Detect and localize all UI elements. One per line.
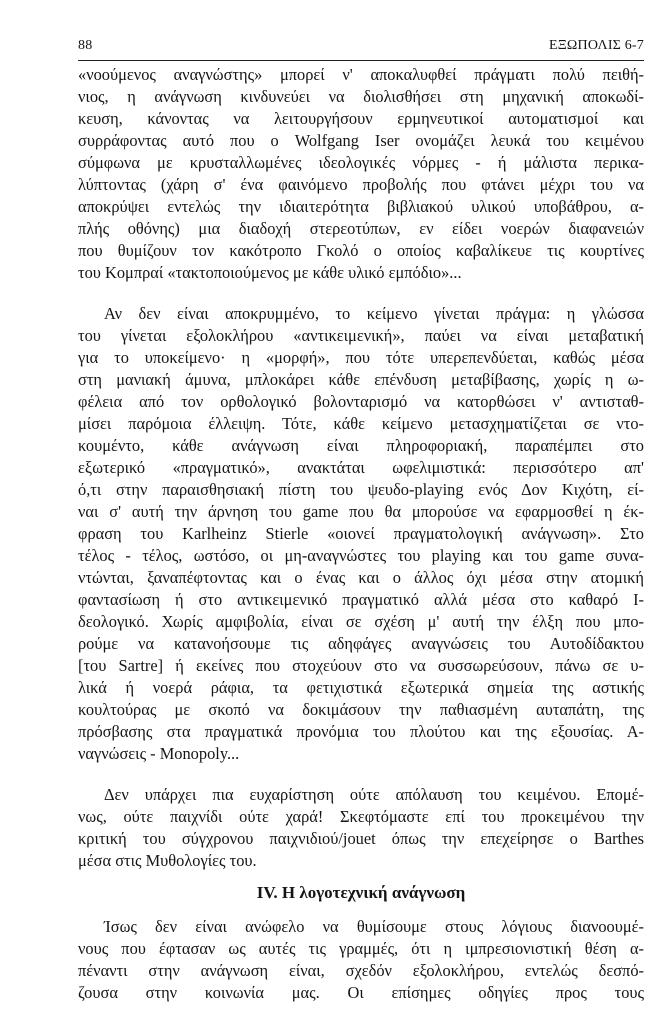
text-line: σύμφωνα με κρυσταλλωμένες ιδεολογικές νόρμες - ή μάλιστα περικα- — [78, 153, 644, 172]
text-line: ρούμε να κατανοήσουμε τις αδηφάγες αναγνώσεις του Αυτοδίδακτου — [78, 634, 644, 653]
text-line: «νοούμενος αναγνώστης» μπορεί ν' αποκαλυφθεί πράγματι πολύ πειθή- — [78, 65, 644, 84]
text-line: πρόσβασης στα πραγματικά προνόμια του πλούτου και της εξουσίας. Α- — [78, 722, 644, 741]
text-line: ναγνώσεις - Monopoly... — [78, 744, 240, 763]
text-line: λύπτοντας (χάρη σ' ένα φαινόμενο προβολής που φτάνει μέχρι του να — [78, 175, 644, 194]
text-line: πέναντι στην ανάγνωση είναι, σχεδόν εξολοκλήρου, εντελώς δεσπό- — [78, 961, 644, 980]
paragraph-4 — [78, 916, 644, 1004]
text-line: Ίσως δεν είναι ανώφελο να θυμίσουμε στους λόγιους διανοουμέ- — [104, 917, 644, 936]
section-heading: IV. Η λογοτεχνική ανάγνωση — [256, 883, 466, 902]
text-line: μίσει παρόμοια έλλειψη. Τότε, κάθε κείμενο μετασχηματίζεται σε ντο- — [78, 414, 644, 433]
text-line: Αν δεν είναι αποκρυμμένο, το κείμενο γίνεται πράγμα: η γλώσσα — [104, 304, 644, 323]
text-line: λικά ή νοερά ράφια, τα φετιχιστικά εξωτερικά σημεία της αστικής — [78, 678, 644, 697]
text-line: ζουσα στην κοινωνία μας. Οι επίσημες οδηγίες προς τους — [78, 983, 644, 1002]
text-line: [του Sartre] ή εκείνες που στοχεύουν στο να συσσωρεύσουν, πάνω σε υ- — [78, 656, 644, 675]
text-line: νιος, η ανάγνωση κινδυνεύει να διολισθήσει στη μηχανική αποκωδί- — [78, 87, 644, 106]
header-rule — [78, 60, 644, 61]
text-line: ναι σ' αυτή την άρνηση του game που θα μπορούσε να εφαρμοσθεί η έκ- — [78, 502, 644, 521]
journal-title: ΕΞΩΠΟΛΙΣ 6-7 — [548, 38, 644, 53]
text-line: φραση του Karlheinz Stierle «οιονεί πραγματολογική ανάγνωση». Στο — [78, 524, 644, 543]
running-header — [78, 38, 644, 54]
paragraph-gap — [78, 765, 644, 784]
text-line: τέλος - τέλος, ωστόσο, οι μη-αναγνώστες του playing και του game συνα- — [78, 546, 644, 565]
text-line: φαντασίωση ή στο αντικειμενικό πραγματικό αλλά μέσα στο καθαρό Ι- — [78, 590, 644, 609]
text-line: κευση, κάνοντας να λειτουργήσουν ερμηνευτικοί αυτοματισμοί και — [78, 109, 644, 128]
text-line: εξωτερικό «πραγματικό», ανακτάται ωφελιμιστικά: περισσότερο απ' — [78, 458, 644, 477]
text-line: κουμέντο, κάθε ανάγνωση είναι πληροφοριακή, παραπέμπει στο — [78, 436, 644, 455]
text-line: ό,τι στην παραισθησιακή πίστη του ψευδο-playing ενός Δον Κιχότη, εί- — [78, 480, 644, 499]
text-line: φέλεια από τον ορθολογικό βολονταρισμό να κατορθώσει ν' αντισταθ- — [78, 392, 644, 411]
text-line: νους που έφτασαν ως αυτές τις γραμμές, ότι η ιμπρεσιονιστική θέση α- — [78, 939, 644, 958]
text-line: Δεν υπάρχει πια ευχαρίστηση ούτε απόλαυση του κειμένου. Επομέ- — [104, 785, 644, 804]
text-line: ντώνται, ξαναπέφτοντας και ο ένας και ο άλλος όχι μέσα στην ατομική — [78, 568, 644, 587]
text-line: στη μανιακή άμυνα, μπλοκάρει κάθε επένδυση μεταβίβασης, χωρίς η ω- — [78, 370, 644, 389]
paragraph-2 — [78, 303, 644, 765]
text-line: του Κομπραί «τακτοποιούμενος με κάθε υλικό εμπόδιο»... — [78, 263, 462, 282]
paragraph-3 — [78, 784, 644, 872]
page-number: 88 — [78, 38, 93, 53]
text-line: για το υποκείμενο· η «μορφή», που τότε υπερεπενδύεται, καθώς μέσα — [78, 348, 644, 367]
text-line: νως, ούτε παιχνίδι ούτε χαρά! Σκεφτόμαστε επί του προκειμένου την — [78, 807, 644, 826]
text-line: αποκρύψει εντελώς την ιδιαιτερότητα βιβλιακού υλικού υποβάθρου, α- — [78, 197, 644, 216]
body-text — [78, 64, 644, 1004]
text-line: δεολογικό. Χωρίς αμφιβολία, είναι σε σχέση μ' αυτή την έλξη που μπο- — [78, 612, 644, 631]
paragraph-gap — [78, 284, 644, 303]
text-line: μέσα στις Μυθολογίες του. — [78, 851, 257, 870]
paragraph-1 — [78, 64, 644, 284]
text-line: συρράφοντας αυτό που ο Wolfgang Iser ονομάζει λευκά του κειμένου — [78, 131, 644, 150]
text-line: κριτική του σύγχρονου παιχνιδιού/jouet όπως την επεχείρησε ο Barthes — [78, 829, 644, 848]
text-line: πλής οθόνης) μια διαδοχή στερεοτύπων, εν είδει νοερών διαφανειών — [78, 219, 644, 238]
text-line: που θυμίζουν τον κακότροπο Γκολό ο οποίος καβαλίκευε τις κουρτίνες — [78, 241, 644, 260]
text-line: κουλτούρας με σκοπό να δοκιμάσουν την παθιασμένη αυταπάτη, της — [78, 700, 644, 719]
text-line: του γίνεται εξολοκλήρου «αντικειμενική», παύει να είναι μεταβατική — [78, 326, 644, 345]
